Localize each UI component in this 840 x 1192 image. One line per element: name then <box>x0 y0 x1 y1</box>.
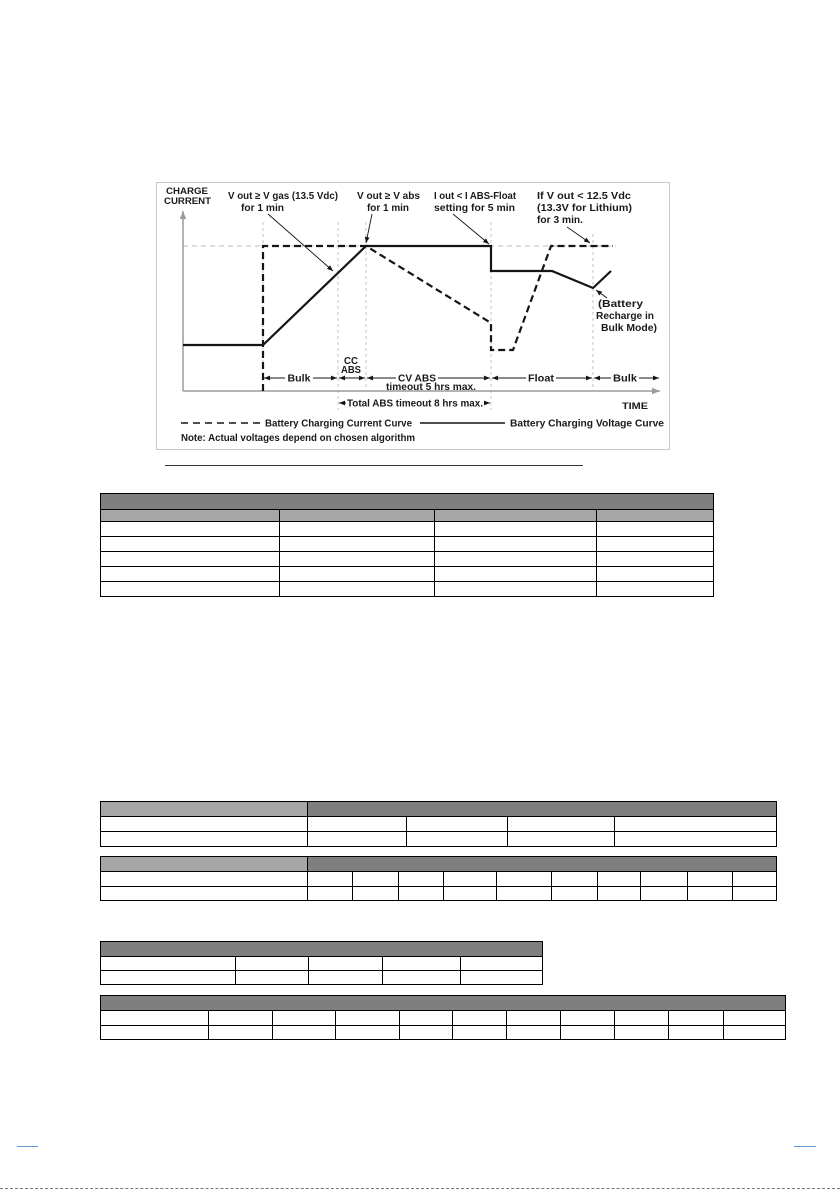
current-curve <box>263 246 613 391</box>
table-header-cell <box>101 494 714 510</box>
table-cell <box>236 971 309 985</box>
table-cell <box>497 887 552 901</box>
table-cell <box>688 887 733 901</box>
table-cell <box>597 522 714 537</box>
table-cell <box>308 887 353 901</box>
recharge-trigger-annotation: (13.3V for Lithium) <box>537 203 632 214</box>
table-cell <box>615 1026 669 1040</box>
table-cell <box>101 887 308 901</box>
charging-curve-diagram <box>156 182 670 450</box>
table-cell <box>561 1011 615 1026</box>
v-gas-annotation: for 1 min <box>241 203 284 214</box>
table-cell <box>353 887 399 901</box>
table-cell <box>733 887 777 901</box>
stage-label-cv-abs: CV ABS <box>398 373 437 385</box>
table-cell <box>597 552 714 567</box>
x-axis-label: TIME <box>622 401 648 411</box>
table-cell <box>435 582 597 597</box>
table-cell <box>453 1011 507 1026</box>
table-cell <box>453 1026 507 1040</box>
voltage-curve <box>183 246 611 345</box>
table-cell <box>615 1011 669 1026</box>
table-cell <box>101 817 308 832</box>
table-row <box>101 582 714 597</box>
table-cell <box>101 971 236 985</box>
table-cell <box>669 1011 724 1026</box>
table-cell <box>383 971 461 985</box>
table-cell <box>444 887 497 901</box>
stage-label-cv-abs-timeout: timeout 5 hrs max. <box>386 382 477 393</box>
row-header-cell <box>101 857 308 872</box>
table-header-cell <box>308 802 777 817</box>
footer-rule-left <box>17 1146 38 1147</box>
table-cell <box>597 567 714 582</box>
settings-table-3 <box>100 856 777 901</box>
table-cell <box>508 832 615 847</box>
stage-label-cc-abs: CC <box>344 356 358 367</box>
table-cell <box>561 1026 615 1040</box>
charging-curve-svg <box>156 182 670 450</box>
page-bottom-dashed-line <box>0 1188 840 1189</box>
table-row <box>101 872 777 887</box>
table-cell <box>598 872 641 887</box>
table-header-cell <box>308 857 777 872</box>
table-cell <box>308 832 407 847</box>
table-cell <box>615 832 777 847</box>
table-cell <box>435 552 597 567</box>
table-cell <box>552 887 598 901</box>
legend-voltage-label: Battery Charging Voltage Curve <box>510 418 665 430</box>
table-row <box>101 494 714 510</box>
table-row <box>101 1011 786 1026</box>
table-row <box>101 942 543 957</box>
table-cell <box>615 817 777 832</box>
table-cell <box>280 552 435 567</box>
table-cell <box>280 567 435 582</box>
column-header-cell <box>280 510 435 522</box>
i-float-arrow <box>453 214 489 244</box>
table-cell <box>552 872 598 887</box>
stage-label-cc-abs: ABS <box>341 365 362 376</box>
table-cell <box>444 872 497 887</box>
table-body <box>101 494 714 597</box>
table-cell <box>353 872 399 887</box>
column-header-cell <box>597 510 714 522</box>
table-row <box>101 832 777 847</box>
table-cell <box>101 567 280 582</box>
table-cell <box>399 872 444 887</box>
stage-label-bulk-recharge: Bulk <box>613 373 638 385</box>
diagram-note: Note: Actual voltages depend on chosen algorithm <box>181 433 416 444</box>
recharge-note: Recharge in <box>596 311 654 322</box>
table-cell <box>336 1011 400 1026</box>
table-cell <box>101 522 280 537</box>
table-cell <box>733 872 777 887</box>
table-cell <box>461 971 543 985</box>
total-abs-label: Total ABS timeout 8 hrs max. <box>347 398 484 410</box>
table-cell <box>308 817 407 832</box>
settings-table-5 <box>100 995 786 1040</box>
table-row <box>101 567 714 582</box>
recharge-trigger-annotation: If V out < 12.5 Vdc <box>537 191 632 202</box>
table-cell <box>669 1026 724 1040</box>
table-row <box>101 957 543 971</box>
table-cell <box>497 872 552 887</box>
table-header-cell <box>101 996 786 1011</box>
table-cell <box>209 1026 273 1040</box>
table-cell <box>724 1026 786 1040</box>
recharge-trigger-arrow <box>567 227 590 243</box>
v-gas-annotation: V out ≥ V gas (13.5 Vdc) <box>228 191 338 202</box>
table-cell <box>724 1011 786 1026</box>
table-cell <box>309 971 383 985</box>
table-row <box>101 996 786 1011</box>
table-cell <box>336 1026 400 1040</box>
row-header-cell <box>101 802 308 817</box>
table-cell <box>101 957 236 971</box>
table-cell <box>273 1026 336 1040</box>
table-cell <box>309 957 383 971</box>
recharge-trigger-annotation: for 3 min. <box>537 215 584 226</box>
table-row <box>101 857 777 872</box>
table-cell <box>461 957 543 971</box>
settings-table-2 <box>100 801 777 847</box>
table-cell <box>399 887 444 901</box>
table-row <box>101 817 777 832</box>
footer-rule-right <box>794 1146 816 1147</box>
table-cell <box>383 957 461 971</box>
table-cell <box>597 537 714 552</box>
table-cell <box>400 1011 453 1026</box>
table-cell <box>101 872 308 887</box>
table-row <box>101 802 777 817</box>
table-cell <box>641 872 688 887</box>
legend-current-label: Battery Charging Current Curve <box>265 418 413 430</box>
table-row <box>101 522 714 537</box>
table-body <box>101 996 786 1040</box>
table-body <box>101 802 777 847</box>
recharge-note: Bulk Mode) <box>601 323 657 334</box>
table-cell <box>101 582 280 597</box>
table-cell <box>507 1011 561 1026</box>
i-float-annotation: I out < I ABS-Float <box>434 191 517 202</box>
table-row <box>101 971 543 985</box>
table-cell <box>688 872 733 887</box>
table-cell <box>597 582 714 597</box>
table-body <box>101 942 543 985</box>
table-cell <box>101 1011 209 1026</box>
table-cell <box>435 522 597 537</box>
column-header-cell <box>101 510 280 522</box>
table-cell <box>101 537 280 552</box>
table-cell <box>508 817 615 832</box>
v-gas-arrow <box>268 214 333 271</box>
table-row <box>101 887 777 901</box>
annotation-arrows <box>268 214 607 298</box>
table-cell <box>641 887 688 901</box>
stage-label-bulk: Bulk <box>287 373 311 385</box>
table-cell <box>280 537 435 552</box>
table-cell <box>280 522 435 537</box>
table-row <box>101 552 714 567</box>
table-cell <box>101 832 308 847</box>
table-cell <box>209 1011 273 1026</box>
table-cell <box>273 1011 336 1026</box>
table-cell <box>598 887 641 901</box>
y-axis-label: CHARGE <box>166 186 208 196</box>
table-cell <box>507 1026 561 1040</box>
table-cell <box>308 872 353 887</box>
table-row <box>101 1026 786 1040</box>
table-cell <box>400 1026 453 1040</box>
table-header-cell <box>101 942 543 957</box>
table-row <box>101 510 714 522</box>
table-cell <box>435 567 597 582</box>
v-abs-annotation: V out ≥ V abs <box>357 191 421 202</box>
v-abs-arrow <box>366 214 372 243</box>
settings-table-1 <box>100 493 714 597</box>
v-abs-annotation: for 1 min <box>367 203 409 214</box>
table-cell <box>407 817 508 832</box>
table-cell <box>280 582 435 597</box>
table-cell <box>435 537 597 552</box>
table-cell <box>236 957 309 971</box>
stage-label-float: Float <box>528 373 555 385</box>
recharge-note-arrow <box>596 290 607 298</box>
y-axis-label: CURRENT <box>164 196 212 206</box>
recharge-note: (Battery <box>598 299 644 310</box>
table-body <box>101 857 777 901</box>
table-cell <box>407 832 508 847</box>
caption-rule <box>165 465 583 466</box>
table-row <box>101 537 714 552</box>
table-cell <box>101 1026 209 1040</box>
i-float-annotation: setting for 5 min <box>434 203 515 214</box>
table-cell <box>101 552 280 567</box>
column-header-cell <box>435 510 597 522</box>
settings-table-4 <box>100 941 543 985</box>
